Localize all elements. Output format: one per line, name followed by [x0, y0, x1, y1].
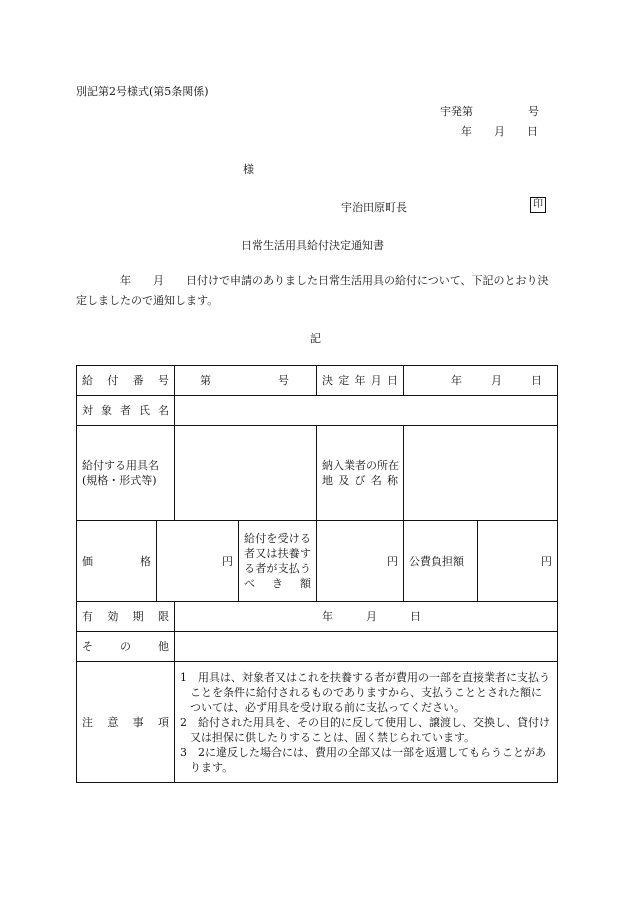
kettei-value: 年 月 日 [404, 366, 558, 396]
futan-label: 給 付 を 受 け る 者 又 は 扶 養 す る 者 が 支 払 う べ き 額 [239, 521, 317, 602]
chui-notes [175, 662, 558, 783]
kettei-label: 決 定 年 月 日 [317, 366, 404, 396]
kakaku-label: 価 格 [77, 521, 157, 602]
issuer-name: 宇治田原町長 [341, 201, 407, 214]
kohi-label: 公費負担額 [404, 521, 478, 602]
document-number: 宇発第 号 [440, 105, 539, 118]
kohi-value: 円 [478, 521, 558, 602]
yogu-label: 給付する用具名 (規格・形式等) [77, 426, 175, 521]
form-label: 別記第2号様式(第5条関係) [76, 85, 209, 98]
note-item: 1 用具は、対象者又はこれを扶養する者が費用の一部を直接業者に支払うことを条件に給付されるものでありますから、支払うこととされた額については、必ず用具を受け取る前に支払ってください。 [180, 670, 550, 714]
note-item: 3 2に違反した場合には、費用の全部又は一部を返還してもらうことがあります。 [180, 745, 546, 774]
row-kyufu-bango [77, 366, 558, 396]
row-sonota [77, 632, 558, 662]
row-yuko [77, 602, 558, 632]
decision-form-table [76, 365, 558, 783]
taishosha-label: 対 象 者 氏 名 [77, 396, 175, 426]
gyosha-label: 納 入 業 者 の 所 在 地 及 び 名 称 [317, 426, 404, 521]
kyufu-bango-label: 給 付 番 号 [77, 366, 175, 396]
sonota-value [175, 632, 558, 662]
document-title: 日常生活用具給付決定通知書 [241, 239, 384, 252]
gyosha-value [404, 426, 558, 521]
addressee: 様 [243, 163, 254, 176]
yuko-value: 年 月 日 [175, 602, 558, 632]
intro-paragraph: 年 月 日付けで申請のありました日常生活用具の給付について、下記のとおり決定しましたので通知します。 [76, 274, 549, 307]
kyufu-bango-value: 第 号 [175, 366, 317, 396]
ki-heading: 記 [310, 332, 321, 345]
yuko-label: 有 効 期 限 [77, 602, 175, 632]
chui-label: 注 意 事 項 [77, 662, 175, 783]
row-kakaku [77, 521, 558, 602]
note-item: 2 給付された用具を、その目的に反して使用し、譲渡し、交換し、貸付け又は担保に供したりすることは、固く禁じられています。 [180, 715, 550, 744]
sonota-label: そ の 他 [77, 632, 175, 662]
row-yogu [77, 426, 558, 521]
issue-date: 年 月 日 [461, 125, 538, 138]
row-taishosha [77, 396, 558, 426]
yogu-value [175, 426, 317, 521]
futan-value: 円 [317, 521, 404, 602]
row-chui [77, 662, 558, 783]
kakaku-value: 円 [157, 521, 239, 602]
seal-mark: 印 [530, 197, 546, 213]
taishosha-value [175, 396, 558, 426]
